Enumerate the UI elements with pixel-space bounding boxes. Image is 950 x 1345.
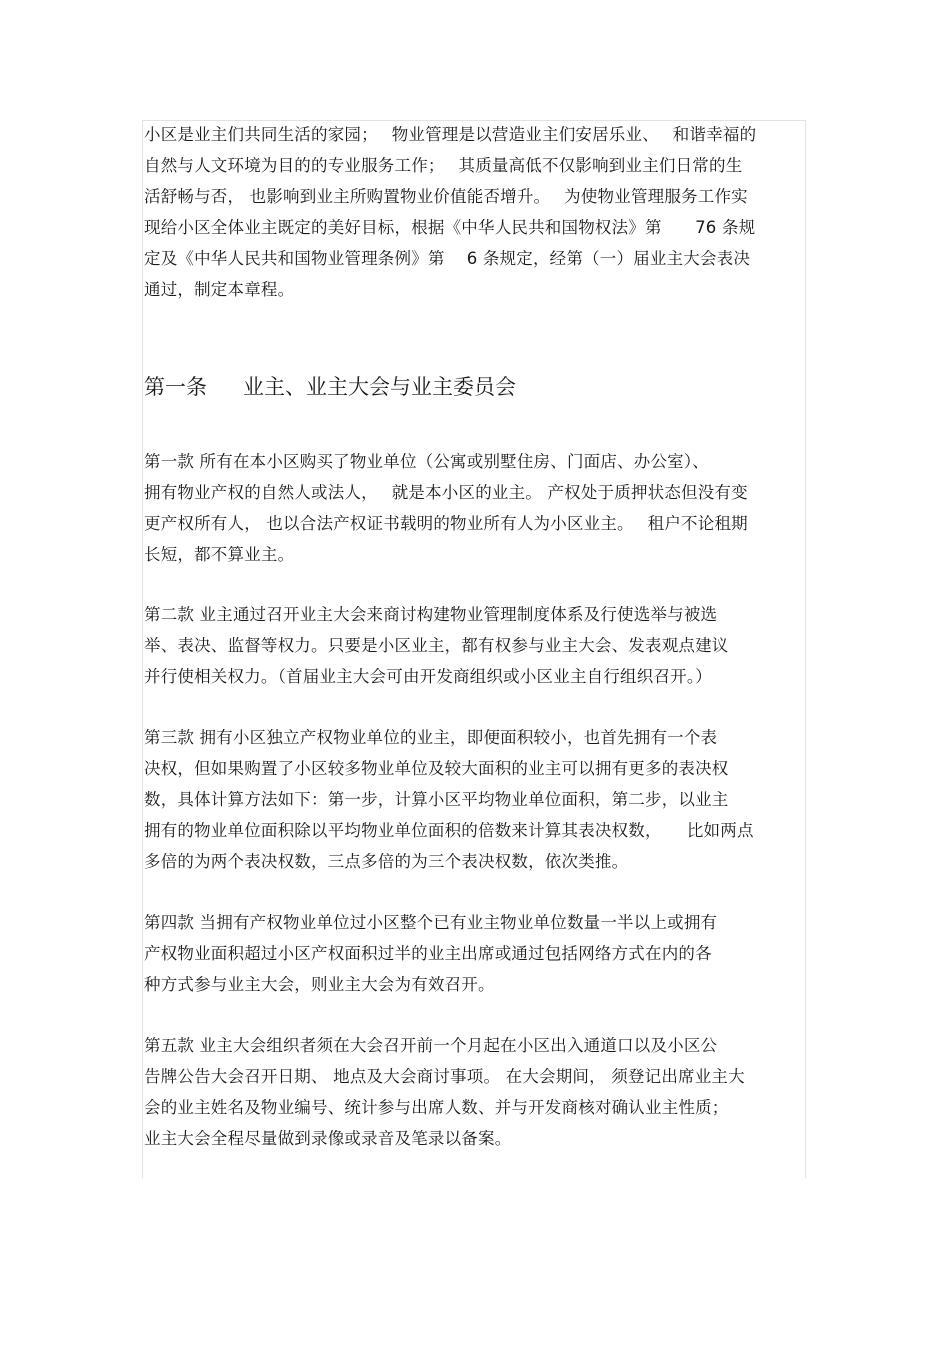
text-line: 种方式参与业主大会，则业主大会为有效召开。: [144, 975, 495, 994]
article-number: 第一条: [144, 375, 207, 399]
text-line: 举、表决、监督等权力。只要是小区业主，都有权参与业主大会、发表观点建议: [144, 636, 729, 655]
text-line: 业主大会全程尽量做到录像或录音及笔录以备案。: [144, 1129, 512, 1148]
clause-4: [144, 907, 806, 1000]
text-line: 并行使相关权力。（首届业主大会可由开发商组织或小区业主自行组织召开。）: [144, 667, 712, 686]
text-line: 第一款 所有在本小区购买了物业单位（公寓或别墅住房、门面店、办公室）、: [144, 452, 709, 471]
text-line: 拥有的物业单位面积除以平均物业单位面积的倍数来计算其表决权数， 比如两点: [144, 821, 754, 840]
text-line: 决权，但如果购置了小区较多物业单位及较大面积的业主可以拥有更多的表决权: [144, 759, 729, 778]
clause-1: [144, 446, 806, 570]
text-line: 产权物业面积超过小区产权面积过半的业主出席或通过包括网络方式在内的各: [144, 944, 712, 963]
clause-2: [144, 599, 806, 692]
text-line: 拥有物业产权的自然人或法人， 就是本小区的业主。 产权处于质押状态但没有变: [144, 483, 748, 502]
text-line: 会的业主姓名及物业编号、统计参与出席人数、并与开发商核对确认业主性质；: [144, 1098, 729, 1117]
text-line: 现给小区全体业主既定的美好目标，根据《中华人民共和国物权法》第 76 条规: [144, 218, 756, 237]
article-title: 业主、业主大会与业主委员会: [243, 375, 516, 399]
text-line: 多倍的为两个表决权数，三点多倍的为三个表决权数，依次类推。: [144, 852, 629, 871]
text-line: 第四款 当拥有产权物业单位过小区整个已有业主物业单位数量一半以上或拥有: [144, 913, 718, 932]
intro-paragraph: [144, 119, 806, 305]
text-line: 告牌公告大会召开日期、 地点及大会商讨事项。 在大会期间， 须登记出席业主大: [144, 1067, 745, 1086]
text-line: 小区是业主们共同生活的家园； 物业管理是以营造业主们安居乐业、 和谐幸福的: [144, 125, 757, 144]
text-line: 第二款 业主通过召开业主大会来商讨构建物业管理制度体系及行使选举与被选: [144, 605, 718, 624]
clause-5: [144, 1030, 806, 1154]
text-line: 自然与人文环境为目的的专业服务工作； 其质量高低不仅影响到业主们日常的生: [144, 156, 743, 175]
text-line: 长短，都不算业主。: [144, 545, 295, 564]
text-line: 第三款 拥有小区独立产权物业单位的业主，即便面积较小，也首先拥有一个表: [144, 728, 718, 747]
text-line: 定及《中华人民共和国物业管理条例》第 6 条规定，经第（一）届业主大会表决: [144, 249, 751, 268]
text-line: 更产权所有人， 也以合法产权证书载明的物业所有人为小区业主。 租户不论租期: [144, 514, 748, 533]
text-line: 第五款 业主大会组织者须在大会召开前一个月起在小区出入通道口以及小区公: [144, 1036, 718, 1055]
text-line: 通过，制定本章程。: [144, 280, 295, 299]
article-heading: [144, 371, 516, 403]
text-line: 数，具体计算方法如下：第一步，计算小区平均物业单位面积，第二步，以业主: [144, 790, 729, 809]
clause-3: [144, 722, 806, 877]
text-line: 活舒畅与否， 也影响到业主所购置物业价值能否增升。 为使物业管理服务工作实: [144, 187, 748, 206]
